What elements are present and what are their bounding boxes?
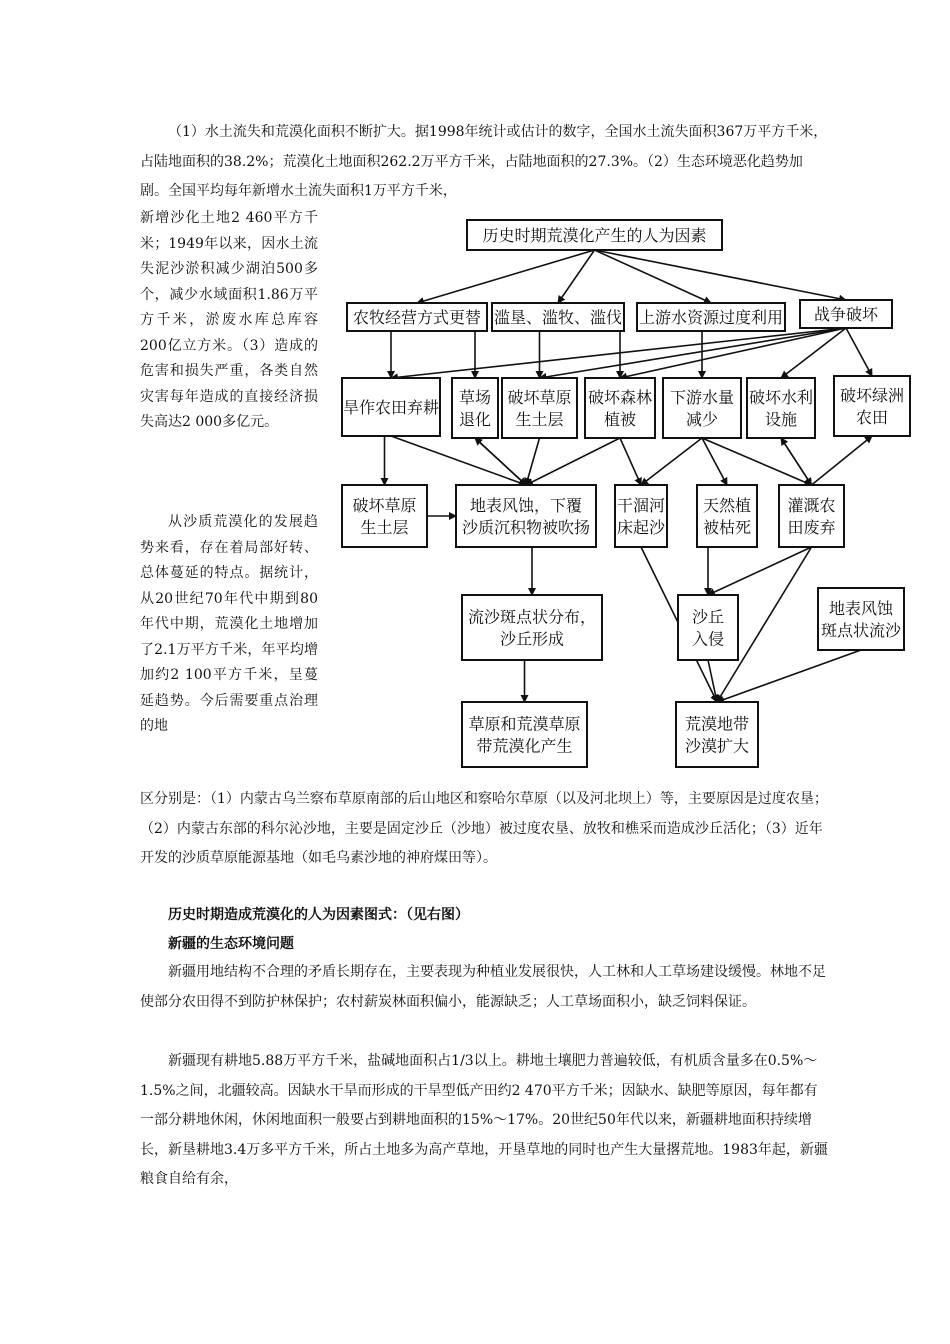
diagram-node-label: 滥垦、滥牧、滥伐: [493, 308, 623, 327]
diagram-node-b4: [585, 378, 655, 438]
arrow-a4-to-b4: [620, 328, 846, 378]
diagram-node-label: 干涸河: [616, 496, 666, 515]
arrow-a4-to-b7: [846, 328, 872, 376]
diagram-node-label: 地表风蚀: [828, 599, 894, 618]
diagram-node-d1: [462, 595, 602, 660]
paragraph-sand-loss: 新增沙化土地2 460平方千米；1949年以来，因水土流失泥沙淤积减少湖泊500多个，减少水域面积1.86万平方千米，淤废水库总库容200亿立方米。（3）造成的危害和损失严重，各类自然灾害每年造成的直接经济损失高达2 000多亿元。: [140, 210, 318, 430]
diagram-node-label: 生土层: [360, 518, 409, 537]
diagram-node-label: 草原和荒漠草原: [468, 714, 581, 734]
arrow-root-to-a3: [595, 250, 712, 303]
diagram-node-label: 被枯死: [702, 518, 752, 537]
diagram-node-label: 破坏森林: [587, 388, 653, 407]
diagram-node-a2: [492, 303, 624, 331]
diagram-node-label: 战争破坏: [813, 305, 879, 324]
diagram-node-label: 减少: [685, 410, 719, 429]
diagram-node-b1: [342, 378, 440, 436]
diagram-node-label: 破坏草原: [352, 496, 417, 515]
paragraph-key-areas: 区分别是：（1）内蒙古乌兰察布草原南部的后山地区和察哈尔草原（以及河北坝上）等，主要原因是过度农垦；（2）内蒙古东部的科尔沁沙地，主要是固定沙丘（沙地）被过度农垦、放牧和樵采而造成沙丘活化；（3）近年开发的沙质草原能源基地（如毛乌素沙地的神府煤田等）。: [140, 791, 828, 866]
diagram-node-label: 荒漠地带: [684, 714, 750, 734]
diagram-node-label: 破坏草原: [507, 388, 572, 407]
diagram-node-label: 设施: [764, 410, 798, 429]
diagram-node-a1: [347, 303, 487, 331]
diagram-node-d3: [818, 588, 904, 650]
diagram-node-b5: [663, 378, 741, 438]
arrow-root-to-a2: [558, 250, 595, 303]
arrow-b1-to-c2: [391, 436, 526, 485]
diagram-node-c2: [456, 485, 596, 547]
diagram-node-label: 下游水量: [669, 388, 735, 407]
arrow-root-to-a4: [595, 250, 847, 300]
paragraph-soil-erosion: （1）水土流失和荒漠化面积不断扩大。据1998年统计或估计的数字，全国水土流失面积367万平方千米，占陆地面积的38.2%；荒漠化土地面积262.2万平方千米，占陆地面积的27.3%。（2）生态环境恶化趋势加剧。全国平均每年新增水土流失面积1万平方千米，: [140, 124, 828, 199]
diagram-node-label: 田废弃: [787, 518, 836, 537]
diagram-node-label: 农牧经营方式更替: [352, 308, 482, 327]
diagram-node-label: 植被: [603, 410, 637, 429]
paragraph-xinjiang-land-use: 新疆用地结构不合理的矛盾长期存在，主要表现为种植业发展很快，人工林和人工草场建设缓慢。林地不足使部分农田得不到防护林保护；农村薪炭林面积偏小，能源缺乏；人工草场面积小，缺乏饲料保证。: [140, 964, 826, 1010]
diagram-node-label: 沙丘: [691, 607, 725, 627]
desertification-cause-diagram: [332, 210, 912, 780]
paragraph-desertification-trend: 从沙质荒漠化的发展趋势来看，存在着局部好转、总体蔓延的特点。据统计，从20世纪70年代中期到80年代中期，荒漠化土地增加了2.1万平方千米，年平均增加约2 100平方千米，呈蔓延趋势。今后需要重点治理的地: [140, 514, 318, 734]
diagram-node-label: 斑点状流沙: [820, 621, 902, 640]
arrow-b5-to-c4: [702, 438, 727, 485]
arrow-b4-to-c3: [620, 438, 641, 485]
diagram-node-label: 地表风蚀，下覆: [469, 496, 583, 515]
arrow-a4-to-b3: [540, 328, 847, 378]
diagram-nodes: [342, 220, 910, 767]
diagram-node-label: 退化: [458, 410, 492, 429]
diagram-node-label: 旱作农田弃耕: [342, 398, 440, 417]
diagram-node-label: 破坏绿洲: [839, 386, 905, 405]
diagram-node-label: 入侵: [691, 629, 725, 649]
diagram-node-e2: [676, 702, 758, 767]
diagram-node-label: 破坏水利: [748, 388, 814, 407]
diagram-node-root: [467, 220, 722, 250]
diagram-node-b2: [452, 378, 498, 438]
arrow-b5-to-c3: [641, 438, 702, 485]
diagram-node-c4: [697, 485, 757, 547]
diagram-node-label: 床起沙: [616, 518, 666, 537]
paragraph-xinjiang-farmland: 新疆现有耕地5.88万平方千米，盐碱地面积占1/3以上。耕地土壤肥力普遍较低，有机质含量多在0.5%～1.5%之间，北疆较高。因缺水干旱而形成的干旱型低产田约2 470平方千米；因缺水、缺肥等原因，每年都有一部分耕地休闲，休闲地面积一般要占到耕地面积的15%～17%。20世纪50年代以来，新疆耕地面积持续增长，新垦耕地3.4万多平方千米，所占土地多为高产草地，开垦草地的同时也产生大量撂荒地。1983年起，新疆粮食自给有余，: [140, 1053, 828, 1187]
heading-xinjiang: 新疆的生态环境问题: [168, 936, 294, 952]
diagram-node-b7: [834, 376, 910, 436]
arrow-b5-to-c5: [702, 438, 812, 485]
diagram-node-c3: [615, 485, 667, 547]
arrow-c2-to-b2: [475, 438, 526, 485]
diagram-node-label: 历史时期荒漠化产生的人为因素: [482, 226, 707, 245]
diagram-node-label: 带荒漠化产生: [476, 736, 573, 756]
diagram-node-label: 流沙斑点状分布，: [467, 607, 597, 627]
arrow-a4-to-b1: [391, 328, 846, 378]
diagram-node-b3: [502, 378, 577, 438]
arrow-root-to-a1: [417, 250, 595, 303]
diagram-node-c1: [342, 485, 427, 547]
diagram-node-label: 天然植: [702, 496, 752, 515]
diagram-node-label: 沙质沉积物被吹扬: [461, 518, 591, 537]
diagram-node-d2: [678, 595, 738, 660]
diagram-node-c5: [779, 485, 844, 547]
diagram-node-b6: [747, 378, 815, 438]
arrow-b3-to-c2: [526, 438, 540, 485]
arrow-c5-to-b7: [812, 436, 873, 485]
arrow-d2-to-e2: [708, 660, 717, 702]
diagram-node-label: 生土层: [515, 410, 564, 429]
arrow-b4-to-c2: [526, 438, 620, 485]
diagram-node-label: 上游水资源过度利用: [638, 308, 784, 327]
diagram-node-label: 沙漠扩大: [684, 736, 750, 756]
diagram-node-a3: [637, 303, 785, 331]
diagram-node-e1: [462, 702, 587, 767]
diagram-node-label: 草场: [458, 388, 492, 407]
diagram-node-label: 沙丘形成: [499, 629, 565, 649]
diagram-node-a4: [800, 300, 892, 328]
diagram-node-label: 灌溉农: [787, 496, 836, 515]
diagram-node-label: 农田: [855, 408, 889, 427]
heading-diagram-caption: 历史时期造成荒漠化的人为因素图式：（见右图）: [168, 907, 469, 923]
